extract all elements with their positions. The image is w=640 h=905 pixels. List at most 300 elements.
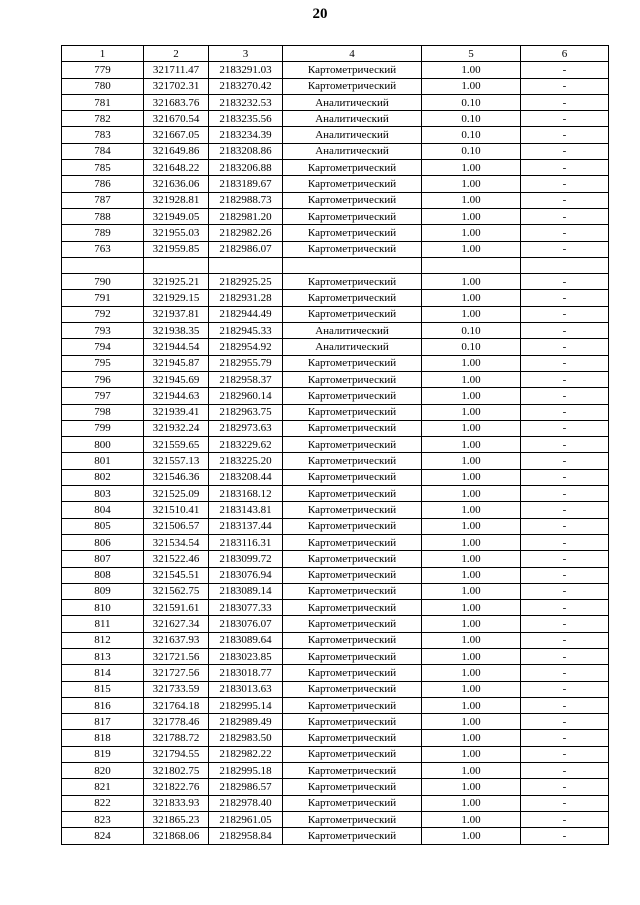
table-cell: Картометрический — [283, 241, 422, 257]
table-cell: 2182954.92 — [209, 339, 283, 355]
table-cell: 793 — [62, 323, 144, 339]
table-row — [62, 371, 609, 387]
table-cell: 805 — [62, 518, 144, 534]
table-cell: 786 — [62, 176, 144, 192]
table-cell: 2183206.88 — [209, 160, 283, 176]
table-cell: 2182925.25 — [209, 274, 283, 290]
table-cell: 2183116.31 — [209, 534, 283, 550]
table-cell: - — [521, 567, 609, 583]
table-cell: Картометрический — [283, 176, 422, 192]
table-cell: Картометрический — [283, 62, 422, 78]
table-cell: 2183077.33 — [209, 600, 283, 616]
table-cell: 782 — [62, 111, 144, 127]
table-cell: 1.00 — [422, 779, 521, 795]
table-cell: 2183225.20 — [209, 453, 283, 469]
table-cell: 321559.65 — [144, 437, 209, 453]
table-cell: 2183089.14 — [209, 583, 283, 599]
table-cell: 1.00 — [422, 176, 521, 192]
table-cell: 804 — [62, 502, 144, 518]
table-cell: 2183137.44 — [209, 518, 283, 534]
table-row — [62, 469, 609, 485]
table-cell: 1.00 — [422, 648, 521, 664]
table-cell: - — [521, 697, 609, 713]
table-cell: 2182982.22 — [209, 746, 283, 762]
table-row — [62, 437, 609, 453]
table-row — [62, 388, 609, 404]
table-cell: Картометрический — [283, 779, 422, 795]
table-cell: - — [521, 323, 609, 339]
table-cell: 321959.85 — [144, 241, 209, 257]
table-cell: Картометрический — [283, 811, 422, 827]
table-cell: 1.00 — [422, 714, 521, 730]
table-cell: 321506.57 — [144, 518, 209, 534]
table-cell: 321525.09 — [144, 486, 209, 502]
table-cell: 321925.21 — [144, 274, 209, 290]
table-cell: Аналитический — [283, 111, 422, 127]
table-cell: 808 — [62, 567, 144, 583]
table-cell: - — [521, 225, 609, 241]
table-cell: Картометрический — [283, 616, 422, 632]
table-cell: - — [521, 176, 609, 192]
table-cell: 1.00 — [422, 306, 521, 322]
table-cell: - — [521, 632, 609, 648]
table-cell: 1.00 — [422, 355, 521, 371]
table-cell: 321802.75 — [144, 763, 209, 779]
table-row — [62, 62, 609, 78]
table-cell: 321788.72 — [144, 730, 209, 746]
table-cell: 2182995.18 — [209, 763, 283, 779]
table-cell: 1.00 — [422, 274, 521, 290]
table-cell: 803 — [62, 486, 144, 502]
table-cell: 321944.63 — [144, 388, 209, 404]
table-row — [62, 518, 609, 534]
table-cell: 321522.46 — [144, 551, 209, 567]
table-cell: - — [521, 94, 609, 110]
table-cell: 2182931.28 — [209, 290, 283, 306]
table-cell: 779 — [62, 62, 144, 78]
table-cell: 1.00 — [422, 616, 521, 632]
table-cell: 321778.46 — [144, 714, 209, 730]
table-row — [62, 111, 609, 127]
table-cell: Картометрический — [283, 730, 422, 746]
table-cell: Картометрический — [283, 437, 422, 453]
table-cell: - — [521, 469, 609, 485]
table-cell: 2183208.86 — [209, 143, 283, 159]
table-row — [62, 583, 609, 599]
table-cell: Картометрический — [283, 746, 422, 762]
table-cell: 2183234.39 — [209, 127, 283, 143]
table-cell: 800 — [62, 437, 144, 453]
table-cell: Картометрический — [283, 795, 422, 811]
table-cell: 2182958.37 — [209, 371, 283, 387]
table-cell: 321865.23 — [144, 811, 209, 827]
table-cell: Картометрический — [283, 648, 422, 664]
table-cell: Картометрический — [283, 371, 422, 387]
table-cell: - — [521, 192, 609, 208]
table-cell: 824 — [62, 828, 144, 844]
table-header — [62, 46, 609, 62]
table-cell: Картометрический — [283, 306, 422, 322]
table-row — [62, 534, 609, 550]
table-cell: 792 — [62, 306, 144, 322]
table-cell: 1.00 — [422, 486, 521, 502]
table-cell: 321627.34 — [144, 616, 209, 632]
table-cell: Картометрический — [283, 502, 422, 518]
table-cell: 1.00 — [422, 208, 521, 224]
table-cell: Картометрический — [283, 828, 422, 844]
table-cell: 2183235.56 — [209, 111, 283, 127]
table-cell: 321833.93 — [144, 795, 209, 811]
table-row — [62, 176, 609, 192]
table-cell: Картометрический — [283, 420, 422, 436]
table-cell: Аналитический — [283, 127, 422, 143]
table-cell: - — [521, 274, 609, 290]
table-row — [62, 665, 609, 681]
table-cell: 321733.59 — [144, 681, 209, 697]
table-row — [62, 616, 609, 632]
table-cell: 1.00 — [422, 730, 521, 746]
table-cell: 321822.76 — [144, 779, 209, 795]
table-cell: - — [521, 665, 609, 681]
table-cell: - — [521, 534, 609, 550]
table-row — [62, 828, 609, 844]
table-cell: Картометрический — [283, 567, 422, 583]
table-cell: 321545.51 — [144, 567, 209, 583]
table-row — [62, 94, 609, 110]
table-cell: 321932.24 — [144, 420, 209, 436]
table-row — [62, 567, 609, 583]
table-cell: 1.00 — [422, 469, 521, 485]
table-cell: 1.00 — [422, 437, 521, 453]
table-cell: - — [521, 111, 609, 127]
table-cell: 321534.54 — [144, 534, 209, 550]
table-row — [62, 632, 609, 648]
table-cell: 2182963.75 — [209, 404, 283, 420]
table-cell: - — [521, 339, 609, 355]
table-cell: 818 — [62, 730, 144, 746]
table-cell: 321928.81 — [144, 192, 209, 208]
table-cell: Картометрический — [283, 192, 422, 208]
table-cell: 796 — [62, 371, 144, 387]
table-cell: - — [521, 355, 609, 371]
table-cell: 1.00 — [422, 192, 521, 208]
coordinates-table — [61, 45, 609, 845]
table-cell: - — [521, 486, 609, 502]
table-cell: 321683.76 — [144, 94, 209, 110]
table-cell: 801 — [62, 453, 144, 469]
table-cell: 321955.03 — [144, 225, 209, 241]
table-cell: 2182989.49 — [209, 714, 283, 730]
table-cell: 321591.61 — [144, 600, 209, 616]
table-cell: 0.10 — [422, 143, 521, 159]
table-cell: 2183189.67 — [209, 176, 283, 192]
table-cell: 2182944.49 — [209, 306, 283, 322]
table-cell: - — [521, 78, 609, 94]
table-row — [62, 600, 609, 616]
table-cell: 823 — [62, 811, 144, 827]
table-cell: - — [521, 551, 609, 567]
table-cell: 2182981.20 — [209, 208, 283, 224]
table-cell: 1.00 — [422, 811, 521, 827]
table-cell: 1.00 — [422, 567, 521, 583]
table-cell: - — [521, 388, 609, 404]
table-row — [62, 241, 609, 257]
table-cell: 1.00 — [422, 632, 521, 648]
table-cell: Картометрический — [283, 453, 422, 469]
table-cell: 819 — [62, 746, 144, 762]
table-cell: 2182955.79 — [209, 355, 283, 371]
table-cell: Картометрический — [283, 518, 422, 534]
table-cell: Картометрический — [283, 355, 422, 371]
table-cell: 811 — [62, 616, 144, 632]
table-cell: 2183143.81 — [209, 502, 283, 518]
table-cell: 2183089.64 — [209, 632, 283, 648]
table-cell: 2182988.73 — [209, 192, 283, 208]
table-cell: - — [521, 681, 609, 697]
table-cell: 321711.47 — [144, 62, 209, 78]
table-row — [62, 127, 609, 143]
table-row — [62, 648, 609, 664]
table-cell: - — [521, 371, 609, 387]
table-cell: 821 — [62, 779, 144, 795]
table-row — [62, 811, 609, 827]
table-cell: - — [521, 648, 609, 664]
table-row — [62, 795, 609, 811]
table-cell: Картометрический — [283, 225, 422, 241]
table-row — [62, 208, 609, 224]
table-cell: Картометрический — [283, 274, 422, 290]
table-cell: 2182958.84 — [209, 828, 283, 844]
table-cell: 1.00 — [422, 746, 521, 762]
table-row — [62, 257, 609, 273]
table-cell: 1.00 — [422, 763, 521, 779]
table-cell — [209, 257, 283, 273]
table-cell: 2183232.53 — [209, 94, 283, 110]
table-cell: Аналитический — [283, 339, 422, 355]
table-cell: 2182983.50 — [209, 730, 283, 746]
table-row — [62, 486, 609, 502]
table-cell: 1.00 — [422, 697, 521, 713]
table-cell: Картометрический — [283, 665, 422, 681]
table-cell: 810 — [62, 600, 144, 616]
table-cell: 321868.06 — [144, 828, 209, 844]
table-cell: 799 — [62, 420, 144, 436]
table-cell: 321794.55 — [144, 746, 209, 762]
table-cell: - — [521, 453, 609, 469]
table-row — [62, 306, 609, 322]
table-body — [62, 62, 609, 844]
table-cell: 809 — [62, 583, 144, 599]
table-cell: 321649.86 — [144, 143, 209, 159]
table-cell: Картометрический — [283, 404, 422, 420]
table-cell: 820 — [62, 763, 144, 779]
table-cell: - — [521, 208, 609, 224]
table-row — [62, 404, 609, 420]
table-cell: Картометрический — [283, 486, 422, 502]
table-cell: 794 — [62, 339, 144, 355]
table-cell: 2183229.62 — [209, 437, 283, 453]
table-cell: 1.00 — [422, 665, 521, 681]
table-cell: 785 — [62, 160, 144, 176]
table-cell: 2183013.63 — [209, 681, 283, 697]
table-cell: 1.00 — [422, 583, 521, 599]
table-cell: 321562.75 — [144, 583, 209, 599]
table-cell: 813 — [62, 648, 144, 664]
table-cell: Картометрический — [283, 583, 422, 599]
table-cell: - — [521, 714, 609, 730]
table-cell: 0.10 — [422, 127, 521, 143]
table-cell: 2183291.03 — [209, 62, 283, 78]
table-cell: 788 — [62, 208, 144, 224]
table-cell: 1.00 — [422, 600, 521, 616]
table-cell: Аналитический — [283, 323, 422, 339]
column-header: 2 — [144, 46, 209, 62]
table-cell: 0.10 — [422, 323, 521, 339]
table-cell: 814 — [62, 665, 144, 681]
table-cell: Картометрический — [283, 697, 422, 713]
table-cell — [521, 257, 609, 273]
table-cell: Картометрический — [283, 534, 422, 550]
table-cell: 791 — [62, 290, 144, 306]
table-cell: 1.00 — [422, 241, 521, 257]
table-cell: 780 — [62, 78, 144, 94]
table-cell: 321945.87 — [144, 355, 209, 371]
table-cell: 2183270.42 — [209, 78, 283, 94]
table-cell: 1.00 — [422, 681, 521, 697]
table-row — [62, 453, 609, 469]
column-header: 6 — [521, 46, 609, 62]
table-cell — [144, 257, 209, 273]
table-cell: 2182961.05 — [209, 811, 283, 827]
table-cell: 1.00 — [422, 290, 521, 306]
table-cell: 321929.15 — [144, 290, 209, 306]
table-cell: 822 — [62, 795, 144, 811]
table-row — [62, 160, 609, 176]
table-cell: 321557.13 — [144, 453, 209, 469]
table-cell: 817 — [62, 714, 144, 730]
header-row — [62, 46, 609, 62]
table-row — [62, 681, 609, 697]
table-cell: 802 — [62, 469, 144, 485]
table-cell: Картометрический — [283, 551, 422, 567]
table-cell: 321636.06 — [144, 176, 209, 192]
table-row — [62, 502, 609, 518]
table-cell: - — [521, 502, 609, 518]
table-row — [62, 420, 609, 436]
table-cell: 2182986.57 — [209, 779, 283, 795]
table-cell: - — [521, 143, 609, 159]
table-cell: - — [521, 420, 609, 436]
table-cell: 1.00 — [422, 453, 521, 469]
table-cell: 0.10 — [422, 111, 521, 127]
table-cell: 2182995.14 — [209, 697, 283, 713]
table-cell: 812 — [62, 632, 144, 648]
table-cell: Картометрический — [283, 290, 422, 306]
table-cell: 1.00 — [422, 62, 521, 78]
table-cell: 797 — [62, 388, 144, 404]
table-cell: 1.00 — [422, 795, 521, 811]
table-cell: - — [521, 127, 609, 143]
table-row — [62, 730, 609, 746]
table-cell: 2183168.12 — [209, 486, 283, 502]
table-cell: 321667.05 — [144, 127, 209, 143]
table-cell: Картометрический — [283, 763, 422, 779]
column-header: 3 — [209, 46, 283, 62]
table-cell: 1.00 — [422, 420, 521, 436]
table-cell: 2183099.72 — [209, 551, 283, 567]
table-cell — [62, 257, 144, 273]
table-cell: Картометрический — [283, 78, 422, 94]
table-cell: 2183208.44 — [209, 469, 283, 485]
table-cell: 763 — [62, 241, 144, 257]
table-cell: 807 — [62, 551, 144, 567]
table-cell: 798 — [62, 404, 144, 420]
table-cell: 0.10 — [422, 339, 521, 355]
table-cell: 2182982.26 — [209, 225, 283, 241]
table-row — [62, 143, 609, 159]
table-cell: Картометрический — [283, 714, 422, 730]
table-cell: 2182960.14 — [209, 388, 283, 404]
table-cell: 2182986.07 — [209, 241, 283, 257]
table-cell: 321937.81 — [144, 306, 209, 322]
page-number: 20 — [312, 6, 328, 22]
table-cell: Картометрический — [283, 160, 422, 176]
table-row — [62, 290, 609, 306]
table-cell — [422, 257, 521, 273]
table-cell: - — [521, 306, 609, 322]
table-cell: Аналитический — [283, 94, 422, 110]
table-row — [62, 192, 609, 208]
table-cell: 321764.18 — [144, 697, 209, 713]
table-cell: - — [521, 241, 609, 257]
table-cell: 2183076.07 — [209, 616, 283, 632]
column-header: 1 — [62, 46, 144, 62]
table-cell: - — [521, 616, 609, 632]
table-cell: 783 — [62, 127, 144, 143]
table-cell: 781 — [62, 94, 144, 110]
table-cell: - — [521, 746, 609, 762]
table-cell: 1.00 — [422, 160, 521, 176]
table-row — [62, 779, 609, 795]
table-cell: 790 — [62, 274, 144, 290]
table-cell: 2182973.63 — [209, 420, 283, 436]
table-cell: - — [521, 600, 609, 616]
table-cell: - — [521, 437, 609, 453]
table-cell: - — [521, 583, 609, 599]
table-cell: 321670.54 — [144, 111, 209, 127]
table-row — [62, 763, 609, 779]
table-cell: 789 — [62, 225, 144, 241]
table-cell: 1.00 — [422, 502, 521, 518]
table-row — [62, 746, 609, 762]
table-cell: 321721.56 — [144, 648, 209, 664]
table-row — [62, 697, 609, 713]
table-cell: - — [521, 404, 609, 420]
table-cell: 1.00 — [422, 371, 521, 387]
table-cell: 321949.05 — [144, 208, 209, 224]
table-cell: - — [521, 62, 609, 78]
table-row — [62, 323, 609, 339]
table-cell: 806 — [62, 534, 144, 550]
table-cell: 321727.56 — [144, 665, 209, 681]
table-cell: 2183023.85 — [209, 648, 283, 664]
table-cell: 1.00 — [422, 388, 521, 404]
table-cell: 2182978.40 — [209, 795, 283, 811]
table-cell: - — [521, 795, 609, 811]
table-cell: - — [521, 763, 609, 779]
table-row — [62, 355, 609, 371]
table-cell: 321938.35 — [144, 323, 209, 339]
